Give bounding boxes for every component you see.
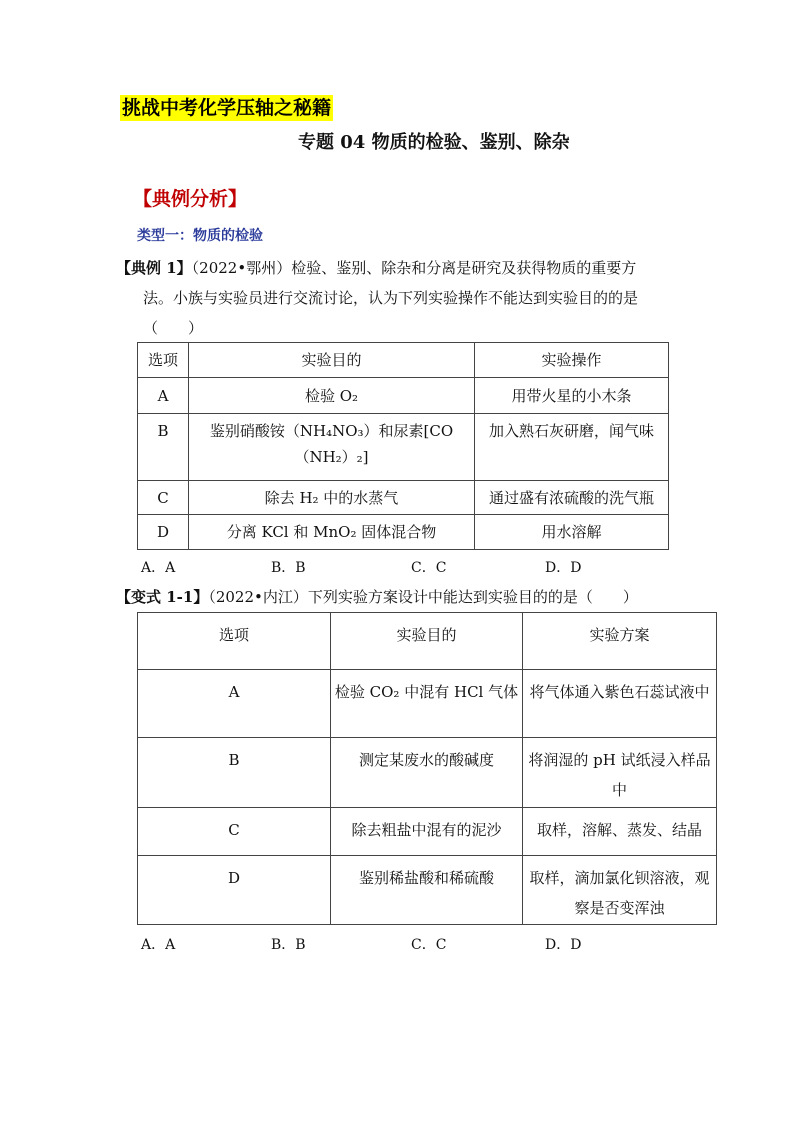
table-row	[138, 808, 717, 856]
q2-table	[137, 612, 717, 925]
q1-row-goal: 分离 KCl 和 MnO₂ 固体混合物	[189, 515, 475, 550]
q1-row-option: A	[138, 378, 189, 414]
q1-label: 【典例 1】	[116, 259, 192, 277]
q2-row-goal: 检验 CO₂ 中混有 HCl 气体	[331, 670, 523, 738]
q2-row-goal: 鉴别稀盐酸和稀硫酸	[331, 856, 523, 925]
q1-line1	[116, 257, 636, 278]
banner-title: 挑战中考化学压轴之秘籍	[122, 97, 332, 119]
q2-line	[116, 586, 638, 607]
q2-row-plan: 将气体通入紫色石蕊试液中	[523, 670, 717, 738]
table-row	[138, 481, 669, 515]
q2-row-plan: 取样，溶解、蒸发、结晶	[523, 808, 717, 856]
q1-header-option: 选项	[138, 343, 189, 378]
q1-stem-1: （2022•鄂州）检验、鉴别、除杂和分离是研究及获得物质的重要方	[191, 259, 637, 277]
table-row	[138, 738, 717, 808]
q2-row-option: D	[138, 856, 331, 925]
table-row	[138, 378, 669, 414]
q2-row-option: C	[138, 808, 331, 856]
q2-label: 【变式 1-1】	[116, 588, 209, 606]
q1-header-row	[138, 343, 669, 378]
q1-row-goal: 除去 H₂ 中的水蒸气	[189, 481, 475, 515]
q1-row-option: D	[138, 515, 189, 550]
q2-header-option: 选项	[138, 613, 331, 670]
q1-choices	[0, 557, 794, 577]
q1-row-goal: 鉴别硝酸铵（NH₄NO₃）和尿素[CO（NH₂）₂]	[189, 414, 475, 481]
q2-choice-a[interactable]: A．A	[141, 937, 176, 953]
table-row	[138, 856, 717, 925]
q1-row-operation: 加入熟石灰研磨，闻气味	[475, 414, 669, 481]
q2-choice-b[interactable]: B．B	[271, 937, 306, 953]
q1-header-goal: 实验目的	[189, 343, 475, 378]
q1-row-option: C	[138, 481, 189, 515]
section-tag: 【典例分析】	[133, 188, 248, 210]
q1-header-operation: 实验操作	[475, 343, 669, 378]
q1-choice-b[interactable]: B．B	[271, 560, 306, 576]
q2-choice-c[interactable]: C．C	[411, 937, 447, 953]
q2-row-option: B	[138, 738, 331, 808]
q1-row-operation: 用水溶解	[475, 515, 669, 550]
q2-row-plan: 取样，滴加氯化钡溶液，观察是否变浑浊	[523, 856, 717, 925]
q1-stem-2: 法。小族与实验员进行交流讨论，认为下列实验操作不能达到实验目的的是	[143, 289, 639, 307]
q1-row-operation: 通过盛有浓硫酸的洗气瓶	[475, 481, 669, 515]
q2-row-goal: 测定某废水的酸碱度	[331, 738, 523, 808]
q2-stem: （2022•内江）下列实验方案设计中能达到实验目的的是（ ）	[208, 588, 638, 606]
q1-stem-3: （ ）	[143, 319, 204, 337]
q1-row-operation: 用带火星的小木条	[475, 378, 669, 414]
type-heading: 类型一：物质的检验	[137, 228, 263, 244]
q1-choice-d[interactable]: D．D	[545, 560, 582, 576]
q1-choice-a[interactable]: A．A	[141, 560, 176, 576]
q2-row-option: A	[138, 670, 331, 738]
q1-row-option: B	[138, 414, 189, 481]
q2-header-plan: 实验方案	[523, 613, 717, 670]
q2-row-goal: 除去粗盐中混有的泥沙	[331, 808, 523, 856]
q2-choice-d[interactable]: D．D	[545, 937, 582, 953]
table-row	[138, 414, 669, 481]
topic-title: 专题 04 物质的检验、鉴别、除杂	[298, 132, 570, 153]
q1-row-goal: 检验 O₂	[189, 378, 475, 414]
q2-header-goal: 实验目的	[331, 613, 523, 670]
q2-choices	[0, 934, 794, 954]
table-row	[138, 670, 717, 738]
q1-table	[137, 342, 669, 550]
q2-header-row	[138, 613, 717, 670]
table-row	[138, 515, 669, 550]
q1-choice-c[interactable]: C．C	[411, 560, 447, 576]
q2-row-plan: 将润湿的 pH 试纸浸入样品中	[523, 738, 717, 808]
